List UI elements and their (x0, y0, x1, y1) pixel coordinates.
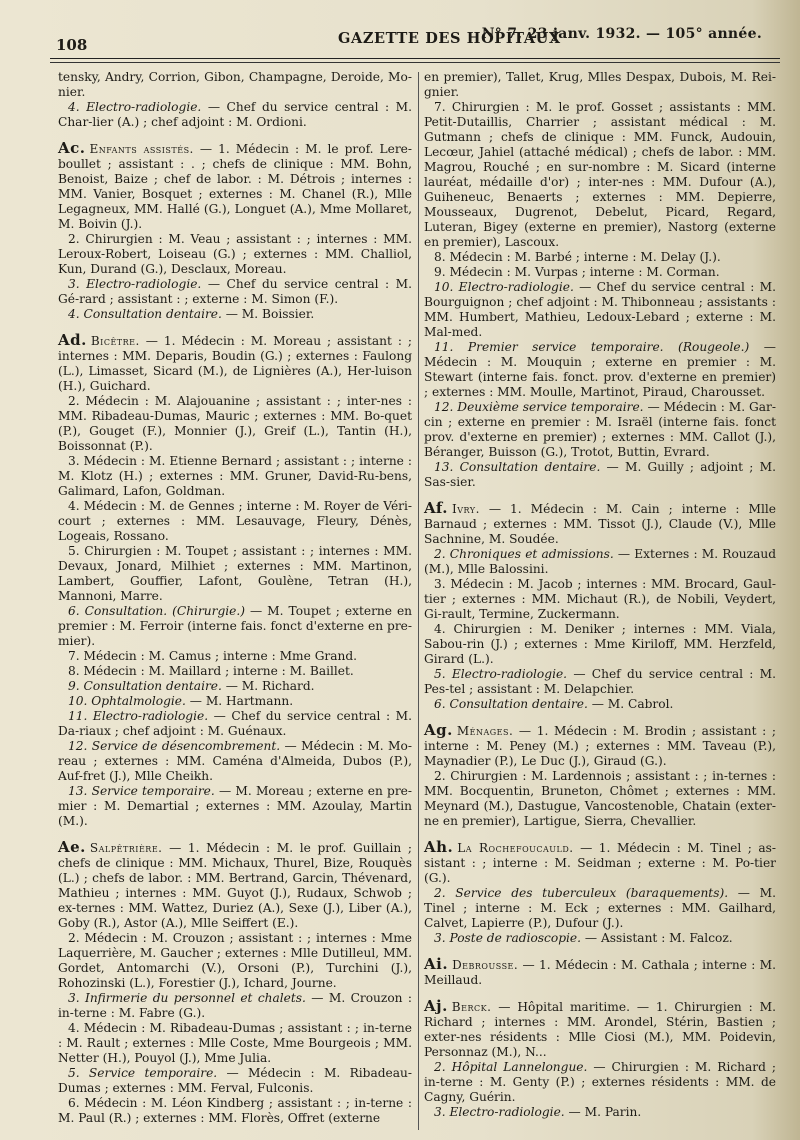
entry-heading: 6. Consultation. (Chirurgie.) (68, 604, 246, 618)
entry-heading: 9. Consultation dentaire. (68, 679, 222, 693)
section-code: Ae. (58, 838, 86, 856)
entry-text: 8. Médecin : M. Maillard ; interne : M. Baillet. (68, 664, 354, 678)
entry-heading: 13. Service temporaire. (68, 784, 215, 798)
section-code: Ac. (58, 139, 86, 157)
section-code: Ag. (424, 721, 453, 739)
entry-paragraph (58, 931, 412, 991)
section-code: Ad. (58, 331, 87, 349)
entry-text: — 1. Médecin : M. Brodin ; assistant : ; interne : M. Peney (M.) ; externes : MM. Taveau (P.), Maynadier (P.), Le Duc (J.), Giraud (G.). (424, 724, 776, 768)
section-name: Ménages. (456, 724, 514, 738)
entry-text: tensky, Andry, Corrion, Gibon, Champagne, Deroide, Mo-nier. (58, 70, 412, 99)
section-code: Ai. (424, 955, 449, 973)
entry-text: — M. Crouzon : in-terne : M. Fabre (G.). (58, 991, 412, 1020)
section-name: Berck. (451, 1000, 492, 1014)
entry-paragraph (424, 577, 776, 622)
entry-paragraph (58, 1096, 412, 1126)
entry-text: — Chirurgien : M. Richard ; in-terne : M. Genty (P.) ; externes résidents : MM. de Cagny, Guérin. (424, 1060, 776, 1104)
section-name: Salpêtrière. (89, 841, 163, 855)
entry-text: 7. Chirurgien : M. le prof. Gosset ; assistants : MM. Petit-Dutaillis, Charrier ; assistant médical : M. Gutmann ; chefs de clinique : MM. Funck, Audouin, Lecœur, Jahiel (attaché médical) ; chefs de labor. : MM. Magrou, Rouché ; en sur-nombre : M. Sicard (interne lauréat, médaille d'or) ; inter-nes : MM. Dufour (A.), Guiheneuc, Benaerts ; externes : MM. Depierre, Mousseaux, Dugrenot, Debelut, Picard, Regard, Luteran, Bigey (externe en premier), Nastorg (externe en premier), Lascoux. (424, 100, 776, 249)
entry-paragraph (58, 277, 412, 307)
entry-paragraph (58, 394, 412, 454)
entry-paragraph (424, 931, 776, 946)
entry-paragraph (424, 280, 776, 340)
entry-text: — M. Toupet ; externe en premier : M. Ferroir (interne fais. fonct d'externe en pre-mier). (58, 604, 413, 648)
entry-paragraph (424, 1105, 776, 1120)
entry-paragraph (424, 1060, 776, 1105)
entry-paragraph (424, 769, 776, 829)
entry-paragraph (58, 499, 412, 544)
entry-paragraph (424, 100, 776, 250)
entry-text: 2. Médecin : M. Crouzon ; assistant : ; internes : Mme Laquerrière, M. Gaucher ; externes : Mlle Dutilleul, MM. Gordet, Antomarchi (V.), Orsoni (P.), Turchini (J.), Rohozinski (L.), Forestier (J.), Ichard, Journe. (58, 931, 412, 990)
entry-paragraph (58, 679, 412, 694)
entry-text: — M. Boissier. (221, 307, 315, 321)
journal-title: GAZETTE DES HOPITAUX (338, 30, 561, 47)
entry-text: 3. Médecin : M. Etienne Bernard ; assistant : ; interne : M. Klotz (H.) ; externes : MM. Gruner, David-Ru-bens, Galimard, Lafon, Goldman. (58, 454, 412, 498)
entry-text: — Chef du service central : M. Char-lier (A.) ; chef adjoint : M. Ordioni. (58, 100, 412, 129)
entry-heading: 5. Electro-radiologie. (434, 667, 568, 681)
entry-text: — Médecin : M. Gar-cin ; externe en premier : M. Israël (interne fais. fonct prov. d'externe en premier) ; externes : MM. Callot (J.), Béranger, Buisson (G.), Trotot, Buttin, Evrard. (424, 400, 776, 459)
section-heading-paragraph (424, 723, 776, 769)
entry-text: — 1. Médecin : M. Cain ; interne : Mlle Barnaud ; externes : MM. Tissot (J.), Claude (V.), Mlle Sachnine, M. Soudée. (424, 502, 776, 546)
entry-text: — Hôpital maritime. — 1. Chirurgien : M. Richard ; internes : MM. Arondel, Stérin, Bastien ; exter-nes résidents : Mlle Ciosi (M.), MM. Poidevin, Personnaz (M.), N... (424, 1000, 776, 1059)
entry-heading: 12. Deuxième service temporaire. (434, 400, 644, 414)
left-column (58, 70, 412, 1130)
entry-paragraph (58, 307, 412, 322)
entry-text: — 1. Médecin : M. Cathala ; interne : M. Meillaud. (424, 958, 776, 987)
entry-text: — M. Parin. (564, 1105, 642, 1119)
entry-paragraph (58, 694, 412, 709)
entry-text: — M. Moreau ; externe en pre-mier : M. Demartial ; externes : MM. Azoulay, Martin (M.). (58, 784, 412, 828)
entry-text: — 1. Médecin : M. Moreau ; assistant : ; internes : MM. Deparis, Boudin (G.) ; externes : Faulong (L.), Limasset, Sicard (M.), de Lignières (A.), Her-luison (H.), Guichard. (58, 334, 412, 393)
entry-paragraph (424, 622, 776, 667)
entry-text: — M. Guilly ; adjoint ; M. Sas-sier. (424, 460, 776, 489)
entry-paragraph (424, 547, 776, 577)
entry-paragraph (58, 604, 412, 649)
right-column (424, 70, 776, 1130)
page-header (50, 26, 780, 66)
entry-text: 2. Chirurgien : M. Lardennois ; assistant : ; in-ternes : MM. Bocquentin, Bruneton, Chômet ; externes : MM. Meynard (M.), Dastugue, Vancostenoble, Chatain (exter-ne en premier), Lartigue, Sierra, Chevallier. (424, 769, 776, 828)
entry-heading: 2. Service des tuberculeux (baraquements). (434, 886, 729, 900)
entry-text: — Chef du service central : M. Da-riaux ; chef adjoint : M. Guénaux. (58, 709, 412, 738)
entry-text: — Médecin : M. Mo-reau ; externes : MM. Caména d'Almeida, Dubos (P.), Auf-fret (J.), Mlle Cheikh. (58, 739, 412, 783)
section-code: Af. (424, 499, 449, 517)
issue-info: N° 7, 23 janv. 1932. — 105° année. (481, 26, 762, 42)
section-name: Enfants assistés. (89, 142, 194, 156)
section-heading-paragraph (424, 840, 776, 886)
entry-paragraph (58, 1021, 412, 1066)
entry-heading: 10. Ophtalmologie. (68, 694, 186, 708)
entry-paragraph (58, 1066, 412, 1096)
entry-text: — Chef du service central : M. Bourguignon ; chef adjoint : M. Thibonneau ; assistants : MM. Humbert, Mathieu, Ledoux-Lebard ; externe : M. Mal-med. (424, 280, 776, 339)
entry-paragraph (58, 70, 412, 100)
section-name: Debrousse. (452, 958, 519, 972)
entry-paragraph (424, 250, 776, 265)
entry-text: — Médecin : M. Ribadeau-Dumas ; externes : MM. Ferval, Fulconis. (58, 1066, 412, 1095)
entry-heading: 6. Consultation dentaire. (434, 697, 588, 711)
entry-heading: 3. Electro-radiologie. (434, 1105, 565, 1119)
entry-text: — Médecin : M. Mouquin ; externe en premier : M. Stewart (interne fais. fonct. prov. d'externe en premier) ; externes : MM. Moulle, Martinot, Piraud, Charousset. (424, 340, 776, 399)
entry-heading: 2. Hôpital Lannelongue. (434, 1060, 588, 1074)
entry-heading: 4. Consultation dentaire. (68, 307, 222, 321)
entry-text: — M. Tinel ; interne : M. Eck ; externes : MM. Gailhard, Calvet, Lapierre (P.), Dufour (J.). (424, 886, 776, 930)
section-name: La Rochefoucauld. (457, 841, 574, 855)
entry-text: 2. Chirurgien : M. Veau ; assistant : ; internes : MM. Leroux-Robert, Loiseau (G.) ; externes : MM. Challiol, Kun, Durand (G.), Desclaux, Moreau. (58, 232, 412, 276)
entry-paragraph (424, 340, 776, 400)
entry-text: — M. Cabrol. (587, 697, 674, 711)
entry-paragraph (58, 454, 412, 499)
entry-paragraph (58, 784, 412, 829)
entry-paragraph (58, 100, 412, 130)
entry-text: — M. Richard. (221, 679, 315, 693)
entry-paragraph (58, 991, 412, 1021)
entry-text: 4. Médecin : M. Ribadeau-Dumas ; assistant : ; in-terne : M. Rault ; externes : Mlle Coste, Mme Bourgeois ; MM. Netter (H.), Pouyol (J.), Mme Julia. (58, 1021, 412, 1065)
entry-heading: 4. Electro-radiologie. (68, 100, 202, 114)
entry-heading: 12. Service de désencombrement. (68, 739, 281, 753)
entry-heading: 3. Infirmerie du personnel et chalets. (68, 991, 306, 1005)
entry-text: 9. Médecin : M. Vurpas ; interne : M. Corman. (434, 265, 720, 279)
entry-paragraph (424, 460, 776, 490)
entry-heading: 2. Chroniques et admissions. (434, 547, 614, 561)
entry-text: 4. Chirurgien : M. Deniker ; internes : MM. Viala, Sabou-rin (J.) ; externes : Mme Kiriloff, MM. Herzfeld, Girard (L.). (424, 622, 776, 666)
entry-text: — 1. Médecin : M. le prof. Lere-boullet ; assistant : . ; chefs de clinique : MM. Bohn, Benoist, Baize ; chef de labor. : M. Détrois ; internes : MM. Vanier, Bosquet ; externes : M. Chanel (R.), Mlle Legagneux, MM. Hallé (G.), Longuet (A.), Mme Mollaret, M. Boivin (J.). (58, 142, 412, 231)
header-rule (50, 58, 780, 59)
entry-paragraph (58, 232, 412, 277)
header-rule-thin (50, 62, 780, 63)
entry-paragraph (58, 739, 412, 784)
entry-paragraph (58, 544, 412, 604)
entry-text: — Assistant : M. Falcoz. (581, 931, 733, 945)
entry-heading: 3. Poste de radioscopie. (434, 931, 582, 945)
entry-paragraph (58, 709, 412, 739)
entry-heading: 11. Premier service temporaire. (Rougeole.) (434, 340, 750, 354)
section-name: Bicêtre. (90, 334, 140, 348)
entry-text: — 1. Médecin : M. Tinel ; as-sistant : ; interne : M. Seidman ; externe : M. Po-tier (G.). (424, 841, 777, 885)
section-heading-paragraph (58, 840, 412, 931)
entry-heading: 11. Electro-radiologie. (68, 709, 209, 723)
entry-text: 8. Médecin : M. Barbé ; interne : M. Delay (J.). (434, 250, 721, 264)
entry-paragraph (424, 70, 776, 100)
entry-text: 2. Médecin : M. Alajouanine ; assistant : ; inter-nes : MM. Ribadeau-Dumas, Mauric ; externes : MM. Bo-quet (P.), Gouget (F.), Monnier (J.), Greif (L.), Tantin (H.), Boissonnat (P.). (58, 394, 412, 453)
entry-text: — M. Hartmann. (185, 694, 294, 708)
entry-heading: 3. Electro-radiologie. (68, 277, 202, 291)
section-heading-paragraph (424, 999, 776, 1060)
page-number: 108 (56, 36, 88, 54)
entry-paragraph (424, 886, 776, 931)
entry-paragraph (424, 265, 776, 280)
section-heading-paragraph (58, 141, 412, 232)
section-heading-paragraph (58, 333, 412, 394)
entry-text: 4. Médecin : M. de Gennes ; interne : M. Royer de Véri-court ; externes : MM. Lesauvage, Fleury, Dénès, Logeais, Rossano. (58, 499, 412, 543)
entry-text: — Externes : M. Rouzaud (M.), Mlle Balossini. (424, 547, 776, 576)
section-name: Ivry. (452, 502, 480, 516)
entry-heading: 13. Consultation dentaire. (434, 460, 601, 474)
entry-paragraph (58, 649, 412, 664)
entry-text: 5. Chirurgien : M. Toupet ; assistant : ; internes : MM. Devaux, Jonard, Milhiet ; externes : MM. Martinon, Lambert, Gouffier, Lafont, Goulène, Tetran (H.), Mannoni, Marre. (58, 544, 412, 603)
entry-text: 3. Médecin : M. Jacob ; internes : MM. Brocard, Gaul-tier ; externes : MM. Michaut (R.), de Nobili, Veydert, Gi-rault, Termine, Zuckermann. (424, 577, 776, 621)
entry-text: 7. Médecin : M. Camus ; interne : Mme Grand. (68, 649, 358, 663)
column-divider (418, 72, 419, 1130)
entry-heading: 10. Electro-radiologie. (434, 280, 574, 294)
section-code: Aj. (424, 997, 448, 1015)
entry-text: — 1. Médecin : M. le prof. Guillain ; chefs de clinique : MM. Michaux, Thurel, Bize, Rouquès (L.) ; chefs de labor. : MM. Bertrand, Garcin, Thévenard, Mathieu ; internes : MM. Guyot (J.), Rudaux, Schwob ; ex-ternes : MM. Wattez, Duriez (A.), Sexe (J.), Liber (A.), Goby (R.), Astor (A.), Mlle Seiffert (E.). (58, 841, 412, 930)
entry-paragraph (424, 697, 776, 712)
entry-text: en premier), Tallet, Krug, Mlles Despax, Dubois, M. Rei-gnier. (424, 70, 776, 99)
section-heading-paragraph (424, 501, 776, 547)
entry-text: — Chef du service central : M. Pes-tel ; assistant : M. Delapchier. (424, 667, 776, 696)
entry-text: 6. Médecin : M. Léon Kindberg ; assistant : ; in-terne : M. Paul (R.) ; externes : MM. Florès, Offret (externe (58, 1096, 412, 1125)
entry-paragraph (424, 667, 776, 697)
entry-heading: 5. Service temporaire. (68, 1066, 218, 1080)
entry-text: — Chef du service central : M. Gé-rard ; assistant : ; externe : M. Simon (F.). (58, 277, 412, 306)
section-heading-paragraph (424, 957, 776, 988)
entry-paragraph (424, 400, 776, 460)
section-code: Ah. (424, 838, 454, 856)
entry-paragraph (58, 664, 412, 679)
